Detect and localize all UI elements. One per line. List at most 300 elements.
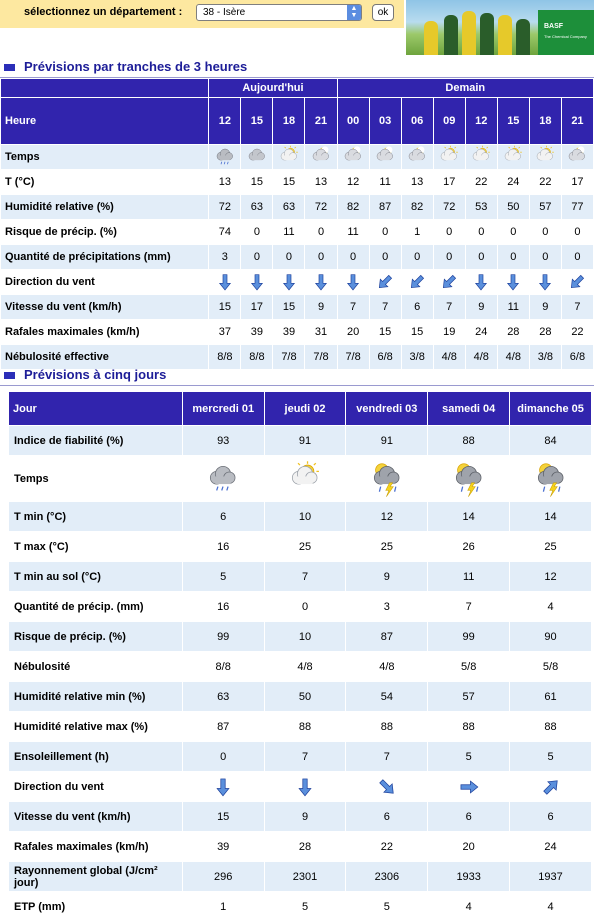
value-cell: 0 xyxy=(562,220,593,244)
hour-cell: 12 xyxy=(466,98,497,144)
value-cell: 22 xyxy=(466,170,497,194)
value-cell: 87 xyxy=(183,712,264,741)
value-cell: 5/8 xyxy=(428,652,509,681)
moon-cloud-icon xyxy=(564,151,590,163)
value-cell: 88 xyxy=(510,712,591,741)
value-cell: 15 xyxy=(241,170,272,194)
wind-cell xyxy=(183,772,264,801)
value-cell: 5/8 xyxy=(510,652,591,681)
row-label: T (°C) xyxy=(1,170,208,194)
section-5d-title: Prévisions à cinq jours xyxy=(24,367,167,382)
value-cell: 7 xyxy=(370,295,401,319)
hour-cell: 03 xyxy=(370,98,401,144)
value-cell: 15 xyxy=(209,295,240,319)
sun-storm-icon xyxy=(532,472,570,484)
weather-cell xyxy=(402,145,433,169)
hour-cell: 15 xyxy=(498,98,529,144)
table-row xyxy=(9,592,591,621)
table-row xyxy=(9,652,591,681)
weather-cell xyxy=(183,456,264,501)
value-cell: 8/8 xyxy=(183,652,264,681)
value-cell: 25 xyxy=(346,532,427,561)
section-bullet-icon xyxy=(4,64,15,71)
value-cell: 39 xyxy=(273,320,304,344)
row-label: ETP (mm) xyxy=(9,892,182,921)
row-label: Temps xyxy=(1,145,208,169)
value-cell: 4/8 xyxy=(265,652,346,681)
value-cell: 0 xyxy=(530,245,561,269)
value-cell: 7/8 xyxy=(273,345,304,369)
hour-cell: 09 xyxy=(434,98,465,144)
value-cell: 28 xyxy=(530,320,561,344)
value-cell: 4/8 xyxy=(466,345,497,369)
value-cell: 84 xyxy=(510,426,591,455)
table-row xyxy=(1,295,593,319)
value-cell: 99 xyxy=(183,622,264,651)
value-cell: 93 xyxy=(183,426,264,455)
section-3h-header xyxy=(0,59,594,78)
row-label: T max (°C) xyxy=(9,532,182,561)
value-cell: 4 xyxy=(510,592,591,621)
value-cell: 3 xyxy=(209,245,240,269)
value-cell: 54 xyxy=(346,682,427,711)
table-row xyxy=(9,532,591,561)
value-cell: 15 xyxy=(402,320,433,344)
value-cell: 7 xyxy=(434,295,465,319)
row-label: Ensoleillement (h) xyxy=(9,742,182,771)
wind-cell xyxy=(498,270,529,294)
row-label: Rayonnement global (J/cm² jour) xyxy=(9,862,182,891)
value-cell: 7/8 xyxy=(305,345,336,369)
cloud-rain-icon xyxy=(204,472,242,484)
table-row xyxy=(1,195,593,219)
value-cell: 24 xyxy=(510,832,591,861)
arrow-down-icon xyxy=(247,276,267,288)
value-cell: 16 xyxy=(183,532,264,561)
hour-cell: 21 xyxy=(562,98,593,144)
value-cell: 12 xyxy=(338,170,369,194)
arrow-down-icon xyxy=(215,276,235,288)
value-cell: 74 xyxy=(209,220,240,244)
value-cell: 22 xyxy=(530,170,561,194)
sun-storm-icon xyxy=(450,472,488,484)
wind-cell xyxy=(346,772,427,801)
row-label: Quantité de précip. (mm) xyxy=(9,592,182,621)
moon-cloud-icon xyxy=(404,151,430,163)
hour-cell: 06 xyxy=(402,98,433,144)
value-cell: 12 xyxy=(346,502,427,531)
value-cell: 57 xyxy=(530,195,561,219)
row-label: Vitesse du vent (km/h) xyxy=(1,295,208,319)
value-cell: 10 xyxy=(265,502,346,531)
weather-cell xyxy=(273,145,304,169)
value-cell: 0 xyxy=(265,592,346,621)
day-header: vendredi 03 xyxy=(346,392,427,425)
row-label: Risque de précip. (%) xyxy=(1,220,208,244)
arrow-down-right-icon xyxy=(376,780,398,792)
arrow-down-left-icon xyxy=(567,276,587,288)
value-cell: 25 xyxy=(510,532,591,561)
value-cell: 53 xyxy=(466,195,497,219)
value-cell: 63 xyxy=(273,195,304,219)
section-bullet-icon xyxy=(4,372,15,379)
value-cell: 9 xyxy=(265,802,346,831)
row-label: Temps xyxy=(9,456,182,501)
weather-cell xyxy=(434,145,465,169)
value-cell: 39 xyxy=(183,832,264,861)
value-cell: 28 xyxy=(265,832,346,861)
value-cell: 88 xyxy=(346,712,427,741)
select-arrows-icon: ▲ ▼ xyxy=(347,5,361,20)
row-label: T min au sol (°C) xyxy=(9,562,182,591)
value-cell: 57 xyxy=(428,682,509,711)
value-cell: 91 xyxy=(265,426,346,455)
value-cell: 72 xyxy=(209,195,240,219)
moon-cloud-icon xyxy=(340,151,366,163)
weather-cell xyxy=(346,456,427,501)
row-label: Direction du vent xyxy=(9,772,182,801)
value-cell: 0 xyxy=(338,245,369,269)
value-cell: 28 xyxy=(498,320,529,344)
weather-cell xyxy=(466,145,497,169)
table-row xyxy=(9,426,591,455)
wind-cell xyxy=(428,772,509,801)
sun-cloud-icon xyxy=(276,151,302,163)
arrow-down-icon xyxy=(212,780,234,792)
table-row xyxy=(9,892,591,921)
moon-cloud-icon xyxy=(372,151,398,163)
value-cell: 0 xyxy=(370,220,401,244)
table-row xyxy=(9,502,591,531)
value-cell: 50 xyxy=(265,682,346,711)
wind-cell xyxy=(402,270,433,294)
value-cell: 6 xyxy=(510,802,591,831)
value-cell: 17 xyxy=(434,170,465,194)
value-cell: 0 xyxy=(305,220,336,244)
wind-cell xyxy=(530,270,561,294)
value-cell: 5 xyxy=(428,742,509,771)
value-cell: 0 xyxy=(273,245,304,269)
value-cell: 82 xyxy=(402,195,433,219)
value-cell: 1937 xyxy=(510,862,591,891)
value-cell: 14 xyxy=(428,502,509,531)
value-cell: 19 xyxy=(434,320,465,344)
value-cell: 1 xyxy=(402,220,433,244)
value-cell: 0 xyxy=(402,245,433,269)
table-row xyxy=(9,772,591,801)
forecast-3h-table xyxy=(0,78,594,370)
value-cell: 0 xyxy=(434,245,465,269)
value-cell: 25 xyxy=(265,532,346,561)
row-label: Quantité de précipitations (mm) xyxy=(1,245,208,269)
department-selector-bar xyxy=(0,0,404,28)
arrow-down-icon xyxy=(503,276,523,288)
hours-row xyxy=(1,98,593,144)
value-cell: 17 xyxy=(241,295,272,319)
row-label: Nébulosité effective xyxy=(1,345,208,369)
hour-cell: 15 xyxy=(241,98,272,144)
value-cell: 9 xyxy=(346,562,427,591)
sun-cloud-icon xyxy=(500,151,526,163)
weather-cell xyxy=(241,145,272,169)
value-cell: 63 xyxy=(241,195,272,219)
value-cell: 6 xyxy=(346,802,427,831)
sun-cloud-icon xyxy=(532,151,558,163)
table-row xyxy=(9,682,591,711)
row-label: Rafales maximales (km/h) xyxy=(9,832,182,861)
value-cell: 0 xyxy=(241,245,272,269)
weather-cell xyxy=(370,145,401,169)
value-cell: 9 xyxy=(530,295,561,319)
value-cell: 11 xyxy=(338,220,369,244)
department-select-value: 38 - Isère xyxy=(203,7,246,18)
arrow-down-icon xyxy=(294,780,316,792)
wind-cell xyxy=(466,270,497,294)
value-cell: 22 xyxy=(562,320,593,344)
value-cell: 9 xyxy=(466,295,497,319)
row-label: Rafales maximales (km/h) xyxy=(1,320,208,344)
department-label: sélectionnez un département : xyxy=(24,6,183,18)
value-cell: 1933 xyxy=(428,862,509,891)
value-cell: 8/8 xyxy=(241,345,272,369)
day-header: dimanche 05 xyxy=(510,392,591,425)
weather-cell xyxy=(338,145,369,169)
value-cell: 72 xyxy=(305,195,336,219)
value-cell: 39 xyxy=(241,320,272,344)
table-row xyxy=(1,220,593,244)
hour-cell: 00 xyxy=(338,98,369,144)
arrow-down-left-icon xyxy=(375,276,395,288)
hour-cell: 12 xyxy=(209,98,240,144)
value-cell: 10 xyxy=(265,622,346,651)
value-cell: 15 xyxy=(273,295,304,319)
forecast-5d-table xyxy=(8,391,592,922)
value-cell: 0 xyxy=(466,220,497,244)
value-cell: 7 xyxy=(265,742,346,771)
section-5d-header xyxy=(0,367,594,386)
value-cell: 7 xyxy=(428,592,509,621)
heure-label: Heure xyxy=(1,98,208,144)
hour-cell: 18 xyxy=(530,98,561,144)
value-cell: 7 xyxy=(346,742,427,771)
value-cell: 5 xyxy=(346,892,427,921)
value-cell: 13 xyxy=(305,170,336,194)
value-cell: 2301 xyxy=(265,862,346,891)
value-cell: 91 xyxy=(346,426,427,455)
wind-cell xyxy=(241,270,272,294)
arrow-right-icon xyxy=(458,780,480,792)
sponsor-banner[interactable] xyxy=(406,0,594,55)
value-cell: 13 xyxy=(402,170,433,194)
basf-logo: BASF The Chemical Company xyxy=(538,10,594,55)
day-tomorrow-header: Demain xyxy=(338,79,593,97)
cloud-icon xyxy=(244,151,270,163)
value-cell: 12 xyxy=(510,562,591,591)
day-header-row xyxy=(1,79,593,97)
value-cell: 296 xyxy=(183,862,264,891)
value-cell: 0 xyxy=(466,245,497,269)
jour-label: Jour xyxy=(9,392,182,425)
table-row xyxy=(1,345,593,369)
sun-cloud-icon xyxy=(468,151,494,163)
table-row xyxy=(1,270,593,294)
weather-cell xyxy=(209,145,240,169)
row-label: Nébulosité xyxy=(9,652,182,681)
ok-button[interactable]: ok xyxy=(372,4,394,21)
value-cell: 15 xyxy=(370,320,401,344)
value-cell: 14 xyxy=(510,502,591,531)
weather-cell xyxy=(305,145,336,169)
row-label: Humidité relative max (%) xyxy=(9,712,182,741)
arrow-down-left-icon xyxy=(407,276,427,288)
wind-cell xyxy=(265,772,346,801)
value-cell: 82 xyxy=(338,195,369,219)
value-cell: 3/8 xyxy=(530,345,561,369)
value-cell: 0 xyxy=(498,220,529,244)
value-cell: 26 xyxy=(428,532,509,561)
value-cell: 20 xyxy=(428,832,509,861)
value-cell: 0 xyxy=(562,245,593,269)
value-cell: 88 xyxy=(428,426,509,455)
value-cell: 2306 xyxy=(346,862,427,891)
value-cell: 6/8 xyxy=(562,345,593,369)
value-cell: 0 xyxy=(530,220,561,244)
row-label: Indice de fiabilité (%) xyxy=(9,426,182,455)
value-cell: 77 xyxy=(562,195,593,219)
value-cell: 7 xyxy=(338,295,369,319)
row-label: T min (°C) xyxy=(9,502,182,531)
value-cell: 90 xyxy=(510,622,591,651)
value-cell: 7/8 xyxy=(338,345,369,369)
value-cell: 5 xyxy=(265,892,346,921)
value-cell: 16 xyxy=(183,592,264,621)
value-cell: 9 xyxy=(305,295,336,319)
value-cell: 88 xyxy=(265,712,346,741)
cloud-rain-icon xyxy=(212,151,238,163)
value-cell: 4 xyxy=(510,892,591,921)
day-header: samedi 04 xyxy=(428,392,509,425)
table-row xyxy=(1,145,593,169)
weather-cell xyxy=(530,145,561,169)
value-cell: 20 xyxy=(338,320,369,344)
arrow-down-icon xyxy=(471,276,491,288)
weather-cell xyxy=(428,456,509,501)
value-cell: 7 xyxy=(562,295,593,319)
value-cell: 4/8 xyxy=(498,345,529,369)
value-cell: 50 xyxy=(498,195,529,219)
value-cell: 11 xyxy=(498,295,529,319)
table-row xyxy=(1,170,593,194)
value-cell: 5 xyxy=(183,562,264,591)
table-row xyxy=(1,320,593,344)
value-cell: 13 xyxy=(209,170,240,194)
value-cell: 0 xyxy=(498,245,529,269)
value-cell: 0 xyxy=(305,245,336,269)
value-cell: 3/8 xyxy=(402,345,433,369)
arrow-up-right-icon xyxy=(540,780,562,792)
value-cell: 6 xyxy=(183,502,264,531)
weather-cell xyxy=(562,145,593,169)
value-cell: 11 xyxy=(428,562,509,591)
value-cell: 3 xyxy=(346,592,427,621)
hour-cell: 21 xyxy=(305,98,336,144)
value-cell: 1 xyxy=(183,892,264,921)
moon-cloud-icon xyxy=(308,151,334,163)
value-cell: 22 xyxy=(346,832,427,861)
wind-cell xyxy=(434,270,465,294)
table-row xyxy=(9,862,591,891)
value-cell: 0 xyxy=(241,220,272,244)
weather-cell xyxy=(498,145,529,169)
value-cell: 0 xyxy=(434,220,465,244)
value-cell: 99 xyxy=(428,622,509,651)
table-row xyxy=(9,562,591,591)
table-row xyxy=(9,622,591,651)
value-cell: 31 xyxy=(305,320,336,344)
value-cell: 37 xyxy=(209,320,240,344)
value-cell: 63 xyxy=(183,682,264,711)
sun-cloud-icon xyxy=(286,472,324,484)
value-cell: 8/8 xyxy=(209,345,240,369)
value-cell: 4/8 xyxy=(346,652,427,681)
arrow-down-icon xyxy=(535,276,555,288)
row-label: Risque de précip. (%) xyxy=(9,622,182,651)
value-cell: 0 xyxy=(183,742,264,771)
value-cell: 5 xyxy=(510,742,591,771)
department-select[interactable] xyxy=(196,4,362,21)
value-cell: 7 xyxy=(265,562,346,591)
value-cell: 24 xyxy=(498,170,529,194)
wind-cell xyxy=(510,772,591,801)
value-cell: 15 xyxy=(273,170,304,194)
day-header: mercredi 01 xyxy=(183,392,264,425)
section-3h-title: Prévisions par tranches de 3 heures xyxy=(24,59,248,74)
table-row xyxy=(9,712,591,741)
hour-cell: 18 xyxy=(273,98,304,144)
arrow-down-icon xyxy=(343,276,363,288)
wind-cell xyxy=(338,270,369,294)
value-cell: 6/8 xyxy=(370,345,401,369)
value-cell: 4/8 xyxy=(434,345,465,369)
sun-cloud-icon xyxy=(436,151,462,163)
sun-storm-icon xyxy=(368,472,406,484)
weather-cell xyxy=(510,456,591,501)
days-header-row xyxy=(9,392,591,425)
arrow-down-icon xyxy=(311,276,331,288)
row-label: Humidité relative (%) xyxy=(1,195,208,219)
table-row xyxy=(9,742,591,771)
value-cell: 87 xyxy=(370,195,401,219)
header-empty-cell xyxy=(1,79,208,97)
weather-cell xyxy=(265,456,346,501)
arrow-down-icon xyxy=(279,276,299,288)
value-cell: 6 xyxy=(402,295,433,319)
value-cell: 72 xyxy=(434,195,465,219)
table-row xyxy=(9,802,591,831)
table-row xyxy=(9,456,591,501)
wind-cell xyxy=(562,270,593,294)
value-cell: 88 xyxy=(428,712,509,741)
value-cell: 11 xyxy=(273,220,304,244)
value-cell: 61 xyxy=(510,682,591,711)
table-row xyxy=(9,832,591,861)
row-label: Humidité relative min (%) xyxy=(9,682,182,711)
row-label: Vitesse du vent (km/h) xyxy=(9,802,182,831)
wind-cell xyxy=(209,270,240,294)
wind-cell xyxy=(305,270,336,294)
row-label: Direction du vent xyxy=(1,270,208,294)
value-cell: 0 xyxy=(370,245,401,269)
